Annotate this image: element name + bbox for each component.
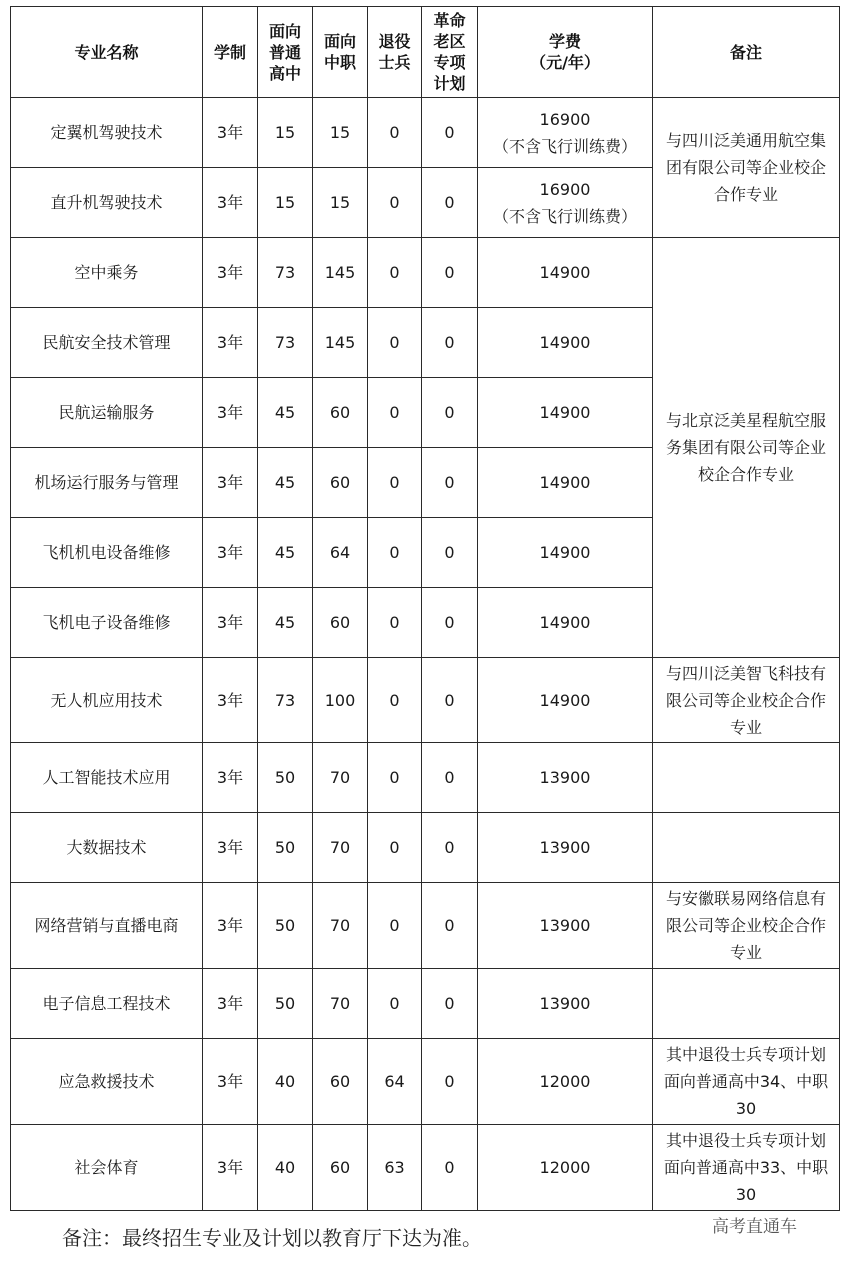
fee-note: （不含飞行训练费） [492, 136, 637, 156]
vocational-cell: 70 [313, 743, 368, 813]
years-cell: 3年 [203, 883, 258, 969]
table-row [11, 969, 840, 1039]
gen-high-cell: 73 [258, 308, 313, 378]
years-cell: 3年 [203, 98, 258, 168]
vocational-cell: 15 [313, 168, 368, 238]
revolutionary-cell: 0 [422, 588, 478, 658]
major-name: 人工智能技术应用 [11, 743, 203, 813]
major-name: 社会体育 [11, 1125, 203, 1211]
vocational-cell: 145 [313, 308, 368, 378]
table-row [11, 743, 840, 813]
veteran-cell: 64 [368, 1039, 422, 1125]
veteran-cell: 63 [368, 1125, 422, 1211]
gen-high-cell: 45 [258, 588, 313, 658]
major-name: 飞机电子设备维修 [11, 588, 203, 658]
fee-value: 16900 [539, 179, 591, 199]
enrollment-plan-table [10, 6, 840, 1211]
vocational-cell: 70 [313, 969, 368, 1039]
revolutionary-cell: 0 [422, 813, 478, 883]
major-name: 无人机应用技术 [11, 658, 203, 743]
fee-cell: 14900 [478, 378, 653, 448]
fee-cell: 14900 [478, 658, 653, 743]
revolutionary-cell: 0 [422, 168, 478, 238]
years-cell: 3年 [203, 588, 258, 658]
fee-cell [478, 98, 653, 168]
major-name: 应急救援技术 [11, 1039, 203, 1125]
revolutionary-cell: 0 [422, 448, 478, 518]
fee-cell: 12000 [478, 1039, 653, 1125]
vocational-cell: 60 [313, 378, 368, 448]
gen-high-cell: 50 [258, 969, 313, 1039]
header-fee-line1: 学费 [548, 32, 581, 51]
vocational-cell: 60 [313, 448, 368, 518]
header-veteran: 退役士兵 [368, 7, 422, 98]
revolutionary-cell: 0 [422, 1125, 478, 1211]
note-cell: 与四川泛美智飞科技有限公司等企业校企合作专业 [653, 658, 840, 743]
years-cell: 3年 [203, 743, 258, 813]
fee-cell: 14900 [478, 518, 653, 588]
fee-cell: 13900 [478, 813, 653, 883]
veteran-cell: 0 [368, 168, 422, 238]
gen-high-cell: 50 [258, 813, 313, 883]
veteran-cell: 0 [368, 883, 422, 969]
major-name: 网络营销与直播电商 [11, 883, 203, 969]
gen-high-cell: 45 [258, 518, 313, 588]
veteran-cell: 0 [368, 813, 422, 883]
revolutionary-cell: 0 [422, 518, 478, 588]
footer-note: 备注：最终招生专业及计划以教育厅下达为准。 [62, 1226, 482, 1250]
fee-note: （不含飞行训练费） [492, 206, 637, 226]
table-row [11, 658, 840, 743]
table-row [11, 813, 840, 883]
note-cell: 其中退役士兵专项计划面向普通高中34、中职30 [653, 1039, 840, 1125]
revolutionary-cell: 0 [422, 969, 478, 1039]
vocational-cell: 15 [313, 98, 368, 168]
years-cell: 3年 [203, 308, 258, 378]
major-name: 空中乘务 [11, 238, 203, 308]
gen-high-cell: 50 [258, 883, 313, 969]
fee-cell: 14900 [478, 448, 653, 518]
gen-high-cell: 40 [258, 1125, 313, 1211]
fee-cell [478, 168, 653, 238]
revolutionary-cell: 0 [422, 658, 478, 743]
header-note: 备注 [653, 7, 840, 98]
revolutionary-cell: 0 [422, 883, 478, 969]
vocational-cell: 70 [313, 883, 368, 969]
fee-cell: 12000 [478, 1125, 653, 1211]
veteran-cell: 0 [368, 378, 422, 448]
table-row [11, 883, 840, 969]
years-cell: 3年 [203, 658, 258, 743]
revolutionary-cell: 0 [422, 238, 478, 308]
vocational-cell: 60 [313, 588, 368, 658]
major-name: 电子信息工程技术 [11, 969, 203, 1039]
table-row [11, 1039, 840, 1125]
veteran-cell: 0 [368, 308, 422, 378]
veteran-cell: 0 [368, 518, 422, 588]
gen-high-cell: 15 [258, 98, 313, 168]
revolutionary-cell: 0 [422, 1039, 478, 1125]
note-cell: 其中退役士兵专项计划面向普通高中33、中职30 [653, 1125, 840, 1211]
gen-high-cell: 73 [258, 658, 313, 743]
major-name: 定翼机驾驶技术 [11, 98, 203, 168]
note-cell-empty [653, 813, 840, 883]
vocational-cell: 60 [313, 1125, 368, 1211]
major-name: 大数据技术 [11, 813, 203, 883]
fee-cell: 13900 [478, 969, 653, 1039]
major-name: 民航运输服务 [11, 378, 203, 448]
vocational-cell: 100 [313, 658, 368, 743]
veteran-cell: 0 [368, 969, 422, 1039]
veteran-cell: 0 [368, 588, 422, 658]
note-cell: 与北京泛美星程航空服务集团有限公司等企业校企合作专业 [653, 238, 840, 658]
veteran-cell: 0 [368, 98, 422, 168]
fee-cell: 14900 [478, 308, 653, 378]
vocational-cell: 60 [313, 1039, 368, 1125]
fee-cell: 13900 [478, 883, 653, 969]
note-cell-empty [653, 743, 840, 813]
header-fee [478, 7, 653, 98]
header-gen-high: 面向普通高中 [258, 7, 313, 98]
years-cell: 3年 [203, 238, 258, 308]
header-vocational: 面向中职 [313, 7, 368, 98]
major-name: 直升机驾驶技术 [11, 168, 203, 238]
gen-high-cell: 45 [258, 378, 313, 448]
major-name: 飞机机电设备维修 [11, 518, 203, 588]
fee-cell: 14900 [478, 238, 653, 308]
years-cell: 3年 [203, 969, 258, 1039]
vocational-cell: 70 [313, 813, 368, 883]
note-cell: 与四川泛美通用航空集团有限公司等企业校企合作专业 [653, 98, 840, 238]
vocational-cell: 145 [313, 238, 368, 308]
veteran-cell: 0 [368, 743, 422, 813]
gen-high-cell: 45 [258, 448, 313, 518]
veteran-cell: 0 [368, 448, 422, 518]
fee-value: 16900 [539, 109, 591, 129]
fee-cell: 13900 [478, 743, 653, 813]
gen-high-cell: 40 [258, 1039, 313, 1125]
gen-high-cell: 50 [258, 743, 313, 813]
major-name: 机场运行服务与管理 [11, 448, 203, 518]
years-cell: 3年 [203, 1039, 258, 1125]
years-cell: 3年 [203, 378, 258, 448]
years-cell: 3年 [203, 168, 258, 238]
revolutionary-cell: 0 [422, 308, 478, 378]
revolutionary-cell: 0 [422, 743, 478, 813]
table-row [11, 98, 840, 168]
major-name: 民航安全技术管理 [11, 308, 203, 378]
veteran-cell: 0 [368, 238, 422, 308]
years-cell: 3年 [203, 813, 258, 883]
header-fee-line2: （元/年） [530, 53, 600, 72]
fee-cell: 14900 [478, 588, 653, 658]
years-cell: 3年 [203, 1125, 258, 1211]
revolutionary-cell: 0 [422, 98, 478, 168]
table-row [11, 1125, 840, 1211]
note-cell-empty [653, 969, 840, 1039]
watermark: 高考直通车 [712, 1217, 797, 1237]
note-cell: 与安徽联易网络信息有限公司等企业校企合作专业 [653, 883, 840, 969]
years-cell: 3年 [203, 518, 258, 588]
header-revolutionary: 革命老区专项计划 [422, 7, 478, 98]
years-cell: 3年 [203, 448, 258, 518]
gen-high-cell: 15 [258, 168, 313, 238]
veteran-cell: 0 [368, 658, 422, 743]
vocational-cell: 64 [313, 518, 368, 588]
gen-high-cell: 73 [258, 238, 313, 308]
revolutionary-cell: 0 [422, 378, 478, 448]
header-years: 学制 [203, 7, 258, 98]
header-major: 专业名称 [11, 7, 203, 98]
table-row [11, 238, 840, 308]
table-header-row [11, 7, 840, 98]
